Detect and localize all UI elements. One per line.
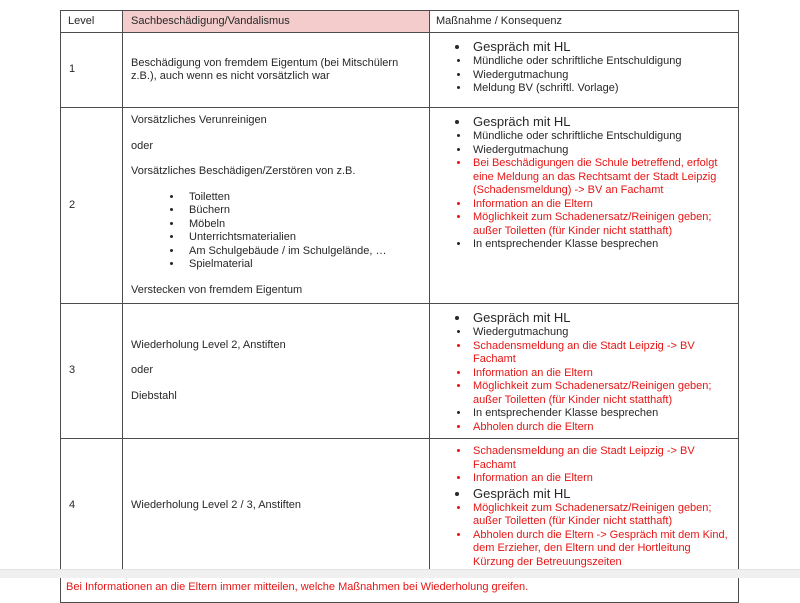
measure-item: • Wiedergutmachung: [470, 144, 732, 158]
measure-item: • Gespräch mit HL: [470, 114, 732, 130]
incident-subitem: • Toiletten: [183, 191, 423, 205]
measure-item: • Gespräch mit HL: [470, 39, 732, 55]
measure-item: • Möglichkeit zum Schadenersatz/Reinigen geben; außer Toiletten (für Kinder nicht statthaft): [470, 211, 732, 238]
level-cell: 3: [61, 304, 123, 439]
measure-item: • Schadensmeldung an die Stadt Leipzig -> BV Fachamt: [470, 445, 732, 472]
measure-item: • Möglichkeit zum Schadenersatz/Reinigen geben; außer Toiletten (für Kinder nicht statthaft): [470, 380, 732, 407]
measure-item: • In entsprechender Klasse besprechen: [470, 238, 732, 252]
table-header-row: [61, 11, 739, 33]
measure-item: • Meldung BV (schriftl. Vorlage): [470, 82, 732, 96]
measure-item: • Information an die Eltern: [470, 198, 732, 212]
level-cell: 4: [61, 439, 123, 574]
incident-paragraph: Vorsätzliches Verunreinigen: [131, 114, 267, 126]
measure-item: • Möglichkeit zum Schadenersatz/Reinigen geben; außer Toiletten (für Kinder nicht statthaft): [470, 502, 732, 529]
level-cell: 2: [61, 108, 123, 304]
level-cell: 1: [61, 33, 123, 108]
measure-item: • Information an die Eltern: [470, 472, 732, 486]
incident-cell: [123, 108, 430, 304]
measure-item: • Wiedergutmachung: [470, 326, 732, 340]
measure-item: • Bei Beschädigungen die Schule betreffend, erfolgt eine Meldung an das Rechtsamt der Stadt Leipzig (Schadensmeldung) -> BV an Fachamt: [470, 157, 732, 198]
incident-cell: [123, 304, 430, 439]
measure-item: • Wiedergutmachung: [470, 69, 732, 83]
measures-list: [430, 445, 732, 569]
measures-cell: [430, 304, 739, 439]
column-header-level: Level: [61, 11, 123, 33]
incident-paragraph: oder: [131, 139, 154, 152]
incident-subitem: • Büchern: [183, 204, 423, 218]
measure-item: • Mündliche oder schriftliche Entschuldigung: [470, 55, 732, 69]
incident-subitem: • Möbeln: [183, 218, 423, 232]
table-row: [61, 304, 739, 439]
table-row: [61, 33, 739, 108]
measures-cell: [430, 108, 739, 304]
incident-paragraph: Verstecken von fremdem Eigentum: [131, 283, 303, 296]
incident-cell: [123, 439, 430, 574]
incident-subitem: • Unterrichtsmaterialien: [183, 231, 423, 245]
measures-list: [430, 310, 732, 434]
incident-subitem: • Spielmaterial: [183, 258, 423, 272]
measure-item: • Schadensmeldung an die Stadt Leipzig -> BV Fachamt: [470, 340, 732, 367]
measure-item: • Information an die Eltern: [470, 367, 732, 381]
incident-paragraph: Wiederholung Level 2 / 3, Anstiften: [131, 499, 301, 512]
page-bottom-edge: [0, 569, 800, 578]
table-body: [61, 33, 739, 574]
incident-sublist: [131, 191, 423, 272]
consequence-table: [60, 10, 739, 603]
measure-item: • Gespräch mit HL: [470, 310, 732, 326]
incident-cell: [123, 33, 430, 108]
measures-list: [430, 114, 732, 252]
measures-list: [430, 39, 732, 96]
incident-subitem: • Am Schulgebäude / im Schulgelände, …: [183, 245, 423, 259]
incident-paragraph: Vorsätzliches Beschädigen/Zerstören von z.B.: [131, 165, 356, 177]
footer-note: Bei Informationen an die Eltern immer mitteilen, welche Maßnahmen bei Wiederholung greifen.: [61, 574, 739, 603]
measure-item: • Mündliche oder schriftliche Entschuldigung: [470, 130, 732, 144]
incident-paragraph: Beschädigung von fremdem Eigentum (bei Mitschülern z.B.), auch wenn es nicht vorsätzlich war: [131, 56, 399, 82]
measures-cell: [430, 439, 739, 574]
table-row: [61, 108, 739, 304]
incident-paragraph: Wiederholung Level 2, Anstiften: [131, 338, 286, 351]
incident-paragraph: Diebstahl: [131, 389, 177, 402]
measures-cell: [430, 33, 739, 108]
table-row: [61, 439, 739, 574]
measure-item: • Abholen durch die Eltern: [470, 421, 732, 435]
measure-item: • In entsprechender Klasse besprechen: [470, 407, 732, 421]
column-header-consequence: Maßnahme / Konsequenz: [430, 11, 739, 33]
incident-paragraph: oder: [131, 364, 154, 377]
measure-item: • Abholen durch die Eltern -> Gespräch mit dem Kind, dem Erzieher, den Eltern und der Hortleitung Kürzung der Betreuungszeiten: [470, 529, 732, 570]
column-header-vandalism: Sachbeschädigung/Vandalismus: [123, 11, 430, 33]
measure-item: • Gespräch mit HL: [470, 486, 732, 502]
